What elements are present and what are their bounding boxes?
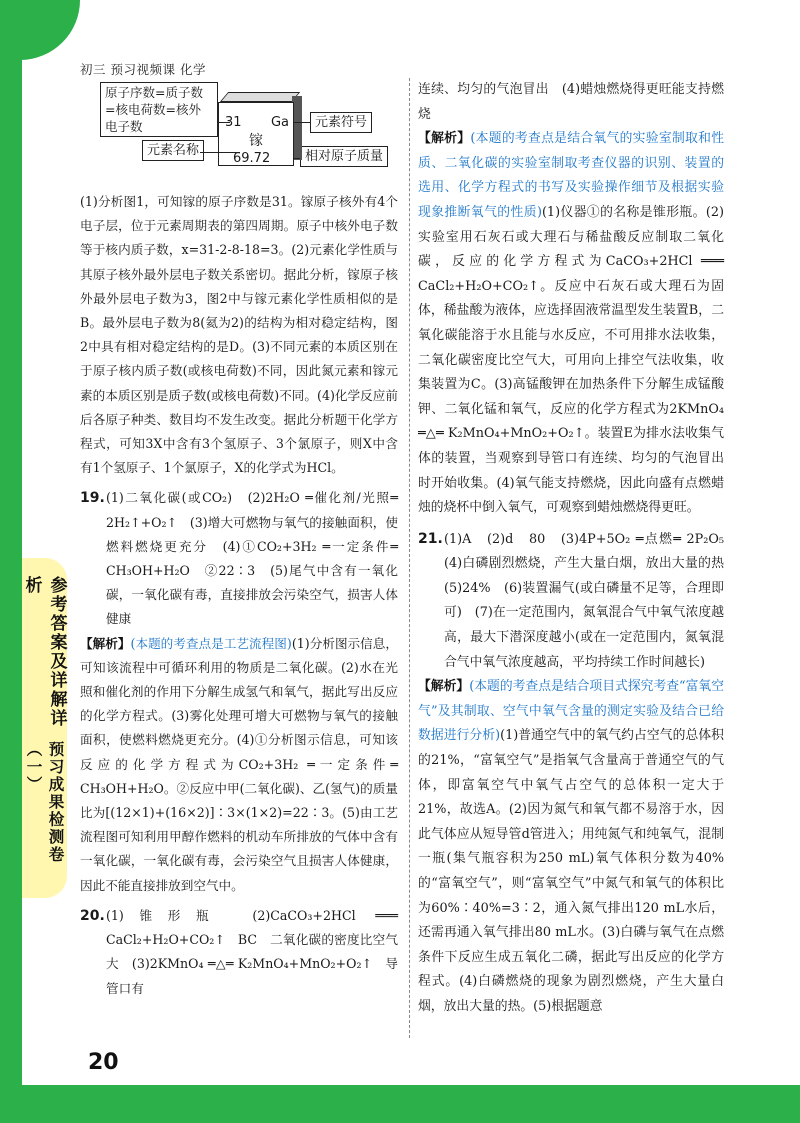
q21-explanation (418, 675, 724, 1019)
q19-number: 19. (80, 490, 105, 507)
connector (294, 158, 300, 159)
q19-jx-focus: (本题的考查点是工艺流程图) (130, 635, 292, 651)
q20-number: 20. (80, 907, 105, 924)
q21-number: 21. (418, 530, 443, 547)
element-cube (218, 102, 294, 166)
cube-name: 镓 (249, 133, 263, 149)
element-name-box: 元素名称 (142, 140, 204, 161)
q20-jx-text: (1)仪器①的名称是锥形瓶。(2)实验室用石灰石或大理石与稀盐酸反应制取二氧化碳，反应的化学方程式为CaCO₃+2HCl ═══ CaCl₂+H₂O+CO₂↑。反应中石灰石或大理石为固体，稀盐酸为液体，应选择固液常温型发生装置B，二氧化碳能溶于水且能与水反应，不可用排水法收集，二氧化碳密度比空气大，可用向上排空气法收集，收集装置为C。(3)高锰酸钾在加热条件下分解生成锰酸钾、二氧化锰和氧气，反应的化学方程式为2KMnO₄ ═△═ K₂MnO₄+MnO₂+O₂↑。装置E为排水法收集气体的装置，当观察到导管口有连续、均匀的气泡冒出时开始收集。(4)氧气能支持燃烧，因此向盛有点燃蜡烛的烧杯中倒入氧气，可观察到蜡烛燃烧得更旺。 (418, 204, 724, 516)
cube-symbol: Ga (270, 115, 289, 130)
side-tab (22, 558, 67, 898)
connector (218, 122, 230, 123)
q21-jx-text: (1)普通空气中的氧气约占空气的总体积的21%，“富氧空气”是指氧气含量高于普通空气的气体，即富氧空气中氧气占空气的总体积一定大于21%，故选A。(2)因为氮气和氧气都不易溶于水，因此气体应从短导管d管进入；用纯氮气和纯氧气，混制一瓶(集气瓶容积为250 mL)氧气体积分数为40%的“富氧空气”，则“富氧空气”中氮气和氧气的体积比为60%∶40%=3∶2，通入氮气排出120 mL水后，还需再通入氧气排出80 mL水。(3)白磷与氧气在点燃条件下反应生成五氧化二磷，据此写出反应的化学方程式。(4)白磷燃烧的现象为剧烈燃烧，产生大量白烟，放出大量的热。(5)根据题意 (418, 728, 724, 1014)
q19-jx-text: (1)分析图示信息，可知该流程中可循环利用的物质是二氧化碳。(2)水在光照和催化剂的作用下分解生成氢气和氧气，据此写出反应的化学方程式。(3)雾化处理可增大可燃物与氧气的接触面积，使燃料燃烧更充分。(4)①分析图示信息，可知该反应的化学方程式为CO₂+3H₂ ═一定条件═ CH₃OH+H₂O。②反应中甲(二氧化碳)、乙(氢气)的质量比为[(12×1)+(16×2)]∶3×(1×2)=22∶3。(5)由工艺流程图可知利用甲醇作燃料的机动车所排放的气体中含有一氧化碳，一氧化碳有毒，会污染空气且损害人体健康，因此不能直接排放到空气中。 (80, 635, 399, 893)
page-header: 初三 预习视频课 化学 (80, 62, 206, 77)
q19-answer-text: (1)二氧化碳(或CO₂) (2)2H₂O ═催化剂/光照═ 2H₂↑+O₂↑ (3)增大可燃物与氧气的接触面积，使燃料燃烧更充分 (4)①CO₂+3H₂ ═一定条件═ CH₃OH+H₂O ②22∶3 (5)尾气中含有一氧化碳，一氧化碳有毒，直接排放会污染空气，损害人体健康 (106, 490, 398, 627)
atomic-number-box: 原子序数=质子数=核电荷数=核外电子数 (100, 82, 218, 137)
q19-answer (80, 486, 398, 631)
q20-jx-focus: (本题的考查点是结合氧气的实验室制取和性质、二氧化碳的实验室制取考查仪器的识别、装置的选用、化学方程式的书写及实验操作细节及根据实验现象推断氧气的性质) (418, 131, 725, 220)
q21-answer (418, 527, 737, 676)
connector (200, 152, 240, 153)
q20-jx-label: 【解析】 (418, 131, 471, 147)
q20-answer-text: (1)锥形瓶 (2)CaCO₃+2HCl ═══ CaCl₂+H₂O+CO₂↑ BC 二氧化碳的密度比空气大 (3)2KMnO₄ ═△═ K₂MnO₄+MnO₂+O₂↑ 导管口有 (106, 907, 398, 996)
cube-top (220, 92, 300, 102)
right-column (418, 78, 737, 1020)
q20-explanation (418, 127, 724, 521)
element-cell-diagram (100, 78, 398, 190)
q19-explanation (80, 632, 398, 898)
side-tab-sub: 预习成果检测卷（一） (24, 741, 65, 864)
q21-answer-text: (1)A (2)d 80 (3)4P+5O₂ ═点燃═ 2P₂O₅ (4)白磷剧烈燃烧，产生大量白烟，放出大量的热 (5)24% (6)装置漏气(或白磷量不足等，合理即可) (7)在一定范围内，氮氧混合气中氧气浓度越高，最大下潜深度越小(或在一定范围内，氮氧混合气中氧气浓度越高，平均持续工作时间越长) (444, 531, 737, 670)
cube-mass: 69.72 (233, 151, 271, 166)
connector (294, 122, 310, 123)
side-tab-main: 参考答案及详解详析 (21, 576, 67, 728)
page-number: 20 (88, 1050, 119, 1075)
q18-analysis: (1)分析图1，可知镓的原子序数是31。镓原子核外有4个电子层，位于元素周期表的第四周期。原子中核外电子数等于核内质子数，x=31-2-8-18=3。(2)元素化学性质与其原子核外最外层电子数关系密切。据此分析，镓原子核外最外层电子数为3，图2中与镓元素化学性质相似的是B。最外层电子数为8(氦为2)的结构为相对稳定结构，图2中具有相对稳定结构的是D。(3)不同元素的本质区别在于原子核内质子数(或核电荷数)不同，因此氮元素和镓元素的本质区别是质子数(或核电荷数)不同。(4)化学反应前后各原子种类、数目均不发生改变。据此分析题干化学方程式，可知3X中含有3个氢原子、3个氯原子，则X中含有1个氢原子、1个氯原子，X的化学式为HCl。 (80, 194, 398, 476)
q19-jx-label: 【解析】 (80, 635, 131, 651)
q20-answer (80, 904, 398, 1001)
column-divider (409, 78, 410, 1038)
q21-jx-label: 【解析】 (418, 679, 470, 695)
element-symbol-box: 元素符号 (310, 112, 372, 133)
left-column (80, 78, 398, 1001)
q21-jx-focus: (本题的考查点是结合项目式探究考查“富氧空气”及其制取、空气中氧气含量的测定实验及结合已给数据进行分析) (418, 679, 724, 744)
q20-answer-cont: 连续、均匀的气泡冒出 (4)蜡烛燃烧得更旺能支持燃烧 (418, 82, 724, 122)
atomic-mass-box: 相对原子质量 (300, 146, 388, 167)
cube-number: 31 (225, 115, 242, 130)
